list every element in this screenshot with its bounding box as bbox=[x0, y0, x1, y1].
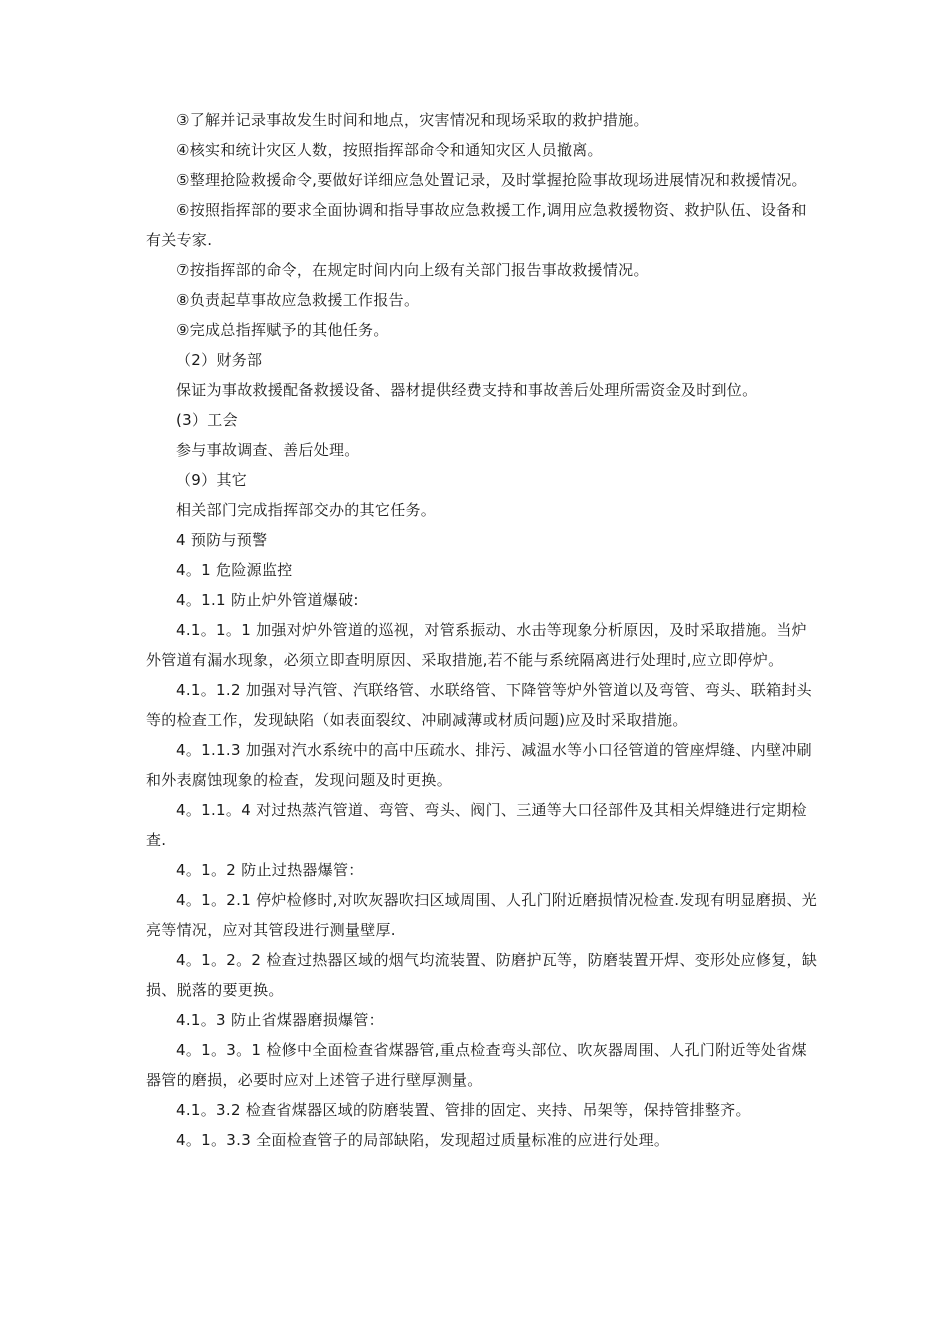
paragraph: ⑥按照指挥部的要求全面协调和指导事故应急救援工作,调用应急救援物资、救护队伍、设备和有关专家. bbox=[146, 201, 807, 249]
paragraph: 4。1。3.3 全面检查管子的局部缺陷，发现超过质量标准的应进行处理。 bbox=[176, 1131, 670, 1149]
paragraph: 4。1。2.1 停炉检修时,对吹灰器吹扫区域周围、人孔门附近磨损情况检查.发现有明显磨损、光亮等情况，应对其管段进行测量壁厚. bbox=[146, 891, 818, 939]
paragraph: 保证为事故救援配备救援设备、器材提供经费支持和事故善后处理所需资金及时到位。 bbox=[176, 381, 758, 399]
paragraph: 4。1。2。2 检查过热器区域的烟气均流装置、防磨护瓦等，防磨装置开焊、变形处应修复，缺损、脱落的要更换。 bbox=[146, 951, 818, 999]
paragraph: 4。1.1。4 对过热蒸汽管道、弯管、弯头、阀门、三通等大口径部件及其相关焊缝进行定期检查. bbox=[146, 801, 807, 849]
paragraph: ④核实和统计灾区人数，按照指挥部命令和通知灾区人员撤离。 bbox=[176, 141, 603, 159]
section-heading: 4。1.1 防止炉外管道爆破: bbox=[176, 591, 359, 609]
paragraph: ⑧负责起草事故应急救援工作报告。 bbox=[176, 291, 420, 309]
section-heading: (3）工会 bbox=[176, 411, 238, 429]
paragraph: ⑤整理抢险救援命令,要做好详细应急处置记录，及时掌握抢险事故现场进展情况和救援情况。 bbox=[176, 171, 807, 189]
section-heading: （2）财务部 bbox=[176, 351, 263, 369]
section-heading: 4。1 危险源监控 bbox=[176, 561, 293, 579]
section-heading: 4。1。2 防止过热器爆管： bbox=[176, 861, 364, 879]
section-heading: 4 预防与预警 bbox=[176, 531, 268, 549]
paragraph: 相关部门完成指挥部交办的其它任务。 bbox=[176, 501, 437, 519]
section-heading: （9）其它 bbox=[176, 471, 248, 489]
paragraph: 4.1。1。1 加强对炉外管道的巡视，对管系振动、水击等现象分析原因，及时采取措施。当炉外管道有漏水现象，必须立即查明原因、采取措施,若不能与系统隔离进行处理时,应立即停炉。 bbox=[146, 621, 807, 669]
paragraph: 4.1。3.2 检查省煤器区域的防磨装置、管排的固定、夹持、吊架等，保持管排整齐。 bbox=[176, 1101, 751, 1119]
document-body bbox=[146, 105, 822, 1155]
section-heading: 4.1。3 防止省煤器磨损爆管： bbox=[176, 1011, 384, 1029]
paragraph: ⑦按指挥部的命令，在规定时间内向上级有关部门报告事故救援情况。 bbox=[176, 261, 649, 279]
paragraph: ③了解并记录事故发生时间和地点，灾害情况和现场采取的救护措施。 bbox=[176, 111, 649, 129]
paragraph: 4。1。3。1 检修中全面检查省煤器管,重点检查弯头部位、吹灰器周围、人孔门附近等处省煤器管的磨损，必要时应对上述管子进行壁厚测量。 bbox=[146, 1041, 807, 1089]
paragraph: 4。1.1.3 加强对汽水系统中的高中压疏水、排污、减温水等小口径管道的管座焊缝、内壁冲刷和外表腐蚀现象的检查，发现问题及时更换。 bbox=[146, 741, 812, 789]
paragraph: 参与事故调查、善后处理。 bbox=[176, 441, 360, 459]
paragraph: ⑨完成总指挥赋予的其他任务。 bbox=[176, 321, 389, 339]
paragraph: 4.1。1.2 加强对导汽管、汽联络管、水联络管、下降管等炉外管道以及弯管、弯头、联箱封头等的检查工作，发现缺陷（如表面裂纹、冲刷减薄或材质问题)应及时采取措施。 bbox=[146, 681, 812, 729]
